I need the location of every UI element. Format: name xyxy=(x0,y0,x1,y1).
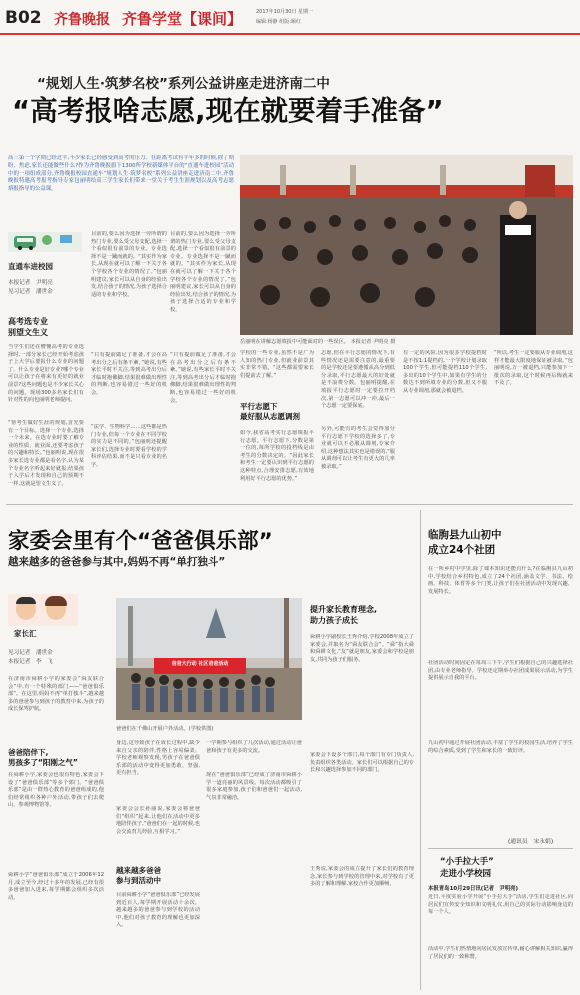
lecture-hall-image xyxy=(240,155,573,335)
story3-rule xyxy=(428,848,573,849)
story3-body-1: 在一所乡村中学里,除了课本知识还能有什么?在临朐县九山初中,学校结合乡村特色,成立了24个社团,涵盖文学、书法、绘画、科技、体育等多个门类,让孩子们在社团活动中发现兴趣、发展特长。 xyxy=(428,566,573,595)
story1-body-col4a: 学校的一些专业,虽然不是广为人知的热门专业,但就业前景其实非常不错。“这些都需要家长们提前去了解。” xyxy=(240,350,314,379)
dads-club-photo xyxy=(116,598,302,720)
story1-reporter-2: 见习记者 潘世金 xyxy=(8,289,53,295)
editor-credits: 编辑:杨静 组版:颐红 xyxy=(256,19,301,25)
story1-reporter: 本报记者 尹明亮 xyxy=(8,280,53,286)
story1-kicker: “规划人生·筑梦名校”系列公益讲座走进济南二中 xyxy=(37,76,330,92)
story1-subhead-1: 高考选专业 别望文生义 xyxy=(8,317,48,337)
story2-body-col2c: 目前舜耕小学“爸爸俱乐部”已经发展到近百人,每学期开展活动十余次。越来越多的爸爸参与到学校的活动中,他们对孩子教育的理解也更加深入。 xyxy=(116,892,200,929)
story1-headline: “高考报啥志愿,现在就要着手准备” xyxy=(12,95,444,127)
mother-hair-icon xyxy=(45,596,67,606)
dads-club-photo-caption: 爸爸们在千佛山开展户外活动。(学校供图) xyxy=(116,726,214,732)
story2-body-col1b: 在舜耕小学,家委会也很有特色,家委会下设了“爸爸俱乐部”等多个部门。“爸爸俱乐部”是由一群热心教育的爸爸组成的,他们经常组织各种户外活动,带孩子们去爬山、参观博物馆等。 xyxy=(8,772,104,809)
story2-badge: 家长汇 xyxy=(14,629,37,638)
story3-body-2: 社团活动时间固定在每周三下午,学生们根据自己的兴趣选择社团,由专业老师指导。学校还定期举办社团成果展示活动,为学生提供展示自我的平台。 xyxy=(428,660,573,682)
story1-body-col3b: “只有提前做足了准备,才会在高考出分之后有条不紊。”她说,有些家长平时不关注,等到高考出分后才临时抱佛脚,结果很难做出理性的判断,也容易错过一些好的机会。 xyxy=(170,352,236,404)
story2-body-col3b: 现在“爸爸俱乐部”已经成了济南市舜耕小学一道亮丽的风景线。每次活动都吸引了很多家庭参加,孩子们和爸爸们一起活动,气氛非常融洽。 xyxy=(206,772,302,801)
story1-body-col6: 有一定的风险,因为很多学校提档时是不按1:1提档的,一个学校计划录取100个学生,但可能提档110个学生,多出的10个学生中,如果有学生的分数达不到所填专业的分数,但又不服从专业调剂,那就会被退档。 xyxy=(403,350,487,394)
story3-reporter-line: 本报青岛10月29日讯(记者 尹明亮) xyxy=(428,886,519,892)
story2-headline: 家委会里有个“爸爸俱乐部” xyxy=(8,529,273,554)
story1-badge: 直通车进校园 xyxy=(8,262,53,271)
lecture-photo-caption: 岳丽明在讲解志愿填报中可能面对的一些误区。 本报记者 尹明亮 摄 xyxy=(240,339,396,345)
story2-body-col4c: 王秀说,家委会的成立提升了家长们的教育理念,家长参与到学校的管理中来,对学校有了更多的了解和理解,家校合作更加顺畅。 xyxy=(310,866,414,888)
story1-body-col1b: “帮考生做好生涯的规划,首先要有一个目标。选择一个专业,选择一个未来。在选专业时要了解专业的性质、就业面,还要考虑孩子的兴趣和特长。”包丽明说,现在很多家长选专业都是看名字,认为某个专业名字听起来好就报,结果孩子入学后才发现和自己的预期不一样,这就是望文生义了。 xyxy=(8,420,84,487)
story3-byline: (通讯员 宋永娟) xyxy=(508,839,554,845)
story1-body-col1a: 当学生们还在懵懂高考的专业选择时,一部分家长已经开始考虑孩子上大学后要报什么专业的问题了。什么专业是好专业?哪个专业可以让孩子在将来有更好的就业前景?这些问题也是不少家长关心的问题。现场300多名家长们有针对性的向包丽明老师提问。 xyxy=(8,344,84,404)
page-number: B02 xyxy=(5,8,42,28)
father-hair-icon xyxy=(16,597,36,604)
story3-body-3: 九山初中通过开展社团活动,丰富了学生的校园生活,培养了学生的综合素质,受到了学生和家长的一致好评。 xyxy=(428,740,573,754)
story2-body-col1c: 舜耕小学“爸爸俱乐部”成立于2006年12月,成立至今,经过十多年的发展,已经有很多爸爸加入进来,每学期都会组织多次活动。 xyxy=(8,872,104,901)
story3-body-4: 近日,平度实验小学开展“小手拉大手”活动,学生们走进社区,向居民们宣传安全知识和文明礼仪,用自己的实际行动影响身边的每一个人。 xyxy=(428,894,573,916)
story2-subhead-3: 提升家长教育理念, 助力孩子成长 xyxy=(310,605,378,625)
parents-badge-art xyxy=(8,594,78,626)
section-divider xyxy=(6,504,573,505)
story2-subhead: 越来越多的爸爸参与其中,妈妈不再“单打独斗” xyxy=(8,556,226,568)
story3-headline: 临朐县九山初中 成立24个社团 xyxy=(428,529,502,556)
outdoor-group-image xyxy=(116,598,302,720)
story1-subhead-2: 平行志愿下 最好服从志愿调剂 xyxy=(240,402,300,421)
story1-body-col5: 志愿,但在平行志愿的情况下,有些情况还是需要注意的,最重要的是学校还是要遵循从高分到低分录取,平行志愿最大的好处就是不浪费分数。包丽明提醒,在填报平行志愿时一定要拉开档次,第一志愿可以冲一冲,最后一个志愿一定要保底。 xyxy=(321,350,395,410)
story2-reporter: 见习记者 潘世金 xyxy=(8,650,53,656)
dads-club-banner: 爸爸大行动 社区爸爸活动 xyxy=(171,661,229,667)
brand-logo: 齐鲁晚报 xyxy=(54,12,110,28)
story2-body-col2b: 家委会会长孙丽说,家委会将爸爸们“组织”起来,让他们在活动中更多地陪伴孩子,“爸爸们在一起的时候,也会交流育儿经验,互相学习。” xyxy=(116,806,200,835)
bus-wheel-icon xyxy=(18,246,22,250)
tree-icon xyxy=(42,235,52,245)
column-divider xyxy=(420,510,421,990)
story1-body-col5b: 另外,可能有的考生会觉得加分平行志愿下学校的选择多了,专业就可以不必服从调剂,专家介绍,这种想法其实也是错误的,“服从调剂可以让考生有更大的几率被录取。” xyxy=(321,426,395,470)
issue-date: 2017年10月30日 星期一 xyxy=(256,9,314,15)
story1-body-col2: 目前的,要么因为选择一旁所谓的热门专业,要么受父母支配,选择一个看似很有前景的专业。专业选择不是一蹴而就的。“其实作为家长,从现在就可以了解一下关于各个学校各个专业的情况了。”包丽明建议,家长可以从自身的经验出发,结合孩子的情况,为孩子选择合适的专业和学校。 xyxy=(91,231,167,298)
story3-body-5: 活动中,学生们热情地向居民发放宣传单,耐心讲解相关知识,赢得了居民们的一致称赞。 xyxy=(428,946,573,960)
masthead xyxy=(0,0,580,36)
bus-window-icon xyxy=(17,238,33,242)
story1-lead: 高三第一个学期已经过半,不少家长已经感受到高考的压力。在距离考试有半年多的时候,除了期盼、焦虑,家长还能做些什么?作为齐鲁晚报旗下1300所学校新媒体平台的“直通车进校园”活动中的一项组成部分,齐鲁晚报校园直通车“规划人生·筑梦名校”系列公益讲座走进济南二中,齐鲁晚报特邀高考报考指导专家包丽明给高三学生家长们带来一堂关于考生生涯规划以及高考志愿填报指导的公益课。 xyxy=(8,155,234,193)
masthead-rule xyxy=(0,33,580,35)
story2-body-col3a: 一学期参与组织了几次活动,通过活动让爸爸和孩子有更多的交流。 xyxy=(206,740,302,754)
section-title: 齐鲁学堂【课间】 xyxy=(122,10,243,28)
story2-body-col4b: 家委会下设多个部门,每个部门有专门负责人,负责组织各类活动。家长们可以根据自己的专长和兴趣选择参加不同的部门。 xyxy=(310,752,414,774)
bus-wheel-icon-rear xyxy=(29,246,33,250)
story1-body-col2b: “只有提前做足了准备,才会在高考出分之后有条不紊。”她说,有些家长平时不关注,等到高考出分后才临时抱佛脚,结果很难做出理性的判断,也容易错过一些好的机会。 xyxy=(91,352,167,396)
story2-body-col4a: 舜耕小学副校长王秀介绍,学校2008年成立了家委会,并取名为“舜友联合会”。“舜”指大舜和舜耕文化,“友”就是朋友,家委会和学校是朋友,共同为孩子们服务。 xyxy=(310,634,414,663)
story3-subhead: “小手拉大手” 走进小学校园 xyxy=(440,857,494,879)
story2-reporter-2: 本报记者 李 飞 xyxy=(8,659,53,665)
story1-body-col3: 目前的,要么因为选择一旁所谓的热门专业,要么受父母支配,选择一个看似很有前景的专业。专业选择不是一蹴而就的。“其实作为家长,从现在就可以了解一下关于各个学校各个专业的情况了。”包丽明建议,家长可以从自身的经验出发,结合孩子的情况,为孩子选择合适的专业和学校。 xyxy=(170,231,236,313)
story1-body-col7: “所以,考生一定要服从专业调剂,这样才能最大限度地保证被录取。”包丽明说,万一被退档,只能参加下一批次的录取,这个时候再后悔就来不及了。 xyxy=(494,350,573,387)
story2-subhead-1: 爸爸陪伴下, 男孩多了“阳刚之气” xyxy=(8,748,78,767)
story1-body-col2c: “法学、生物科学……这些都是热门专业,但每一个专业在不同学校的实力是不同的。”包丽明还提醒家长们,选择专业时要看学校的学科评估结果,而不是只看专业的名字。 xyxy=(91,424,167,468)
story2-body-col1a: 在济南市舜耕小学的家委会“舜友联合会”中,有一个特殊的部门——“爸爸俱乐部”。在这里,妈妈不再“单打独斗”,越来越多的爸爸参与到孩子的教育中来,为孩子的成长保驾护航。 xyxy=(8,676,104,713)
direct-bus-badge xyxy=(8,232,82,252)
story2-subhead-2: 越来越多爸爸 参与到活动中 xyxy=(116,866,161,885)
story1-body-col4b: 如今,我省高考实行志愿填报平行志愿。平行志愿下,分数是第一位的,每所学校的投档线是由考生的分数决定的。“因此家长和考生一定要认识到平行志愿的这种特点,合理安排志愿,有效地利用好平行志愿的优势。” xyxy=(240,430,314,482)
story2-body-col2a: 身边,这导致孩子在成长过程中,缺少来自父亲的陪伴,性格上容易偏柔。学校老师观察发现,男孩子在爸爸俱乐部的活动中变得更加勇敢、坚强,更有担当。 xyxy=(116,740,200,777)
flag-icon xyxy=(60,235,72,243)
lecture-photo xyxy=(240,155,573,335)
